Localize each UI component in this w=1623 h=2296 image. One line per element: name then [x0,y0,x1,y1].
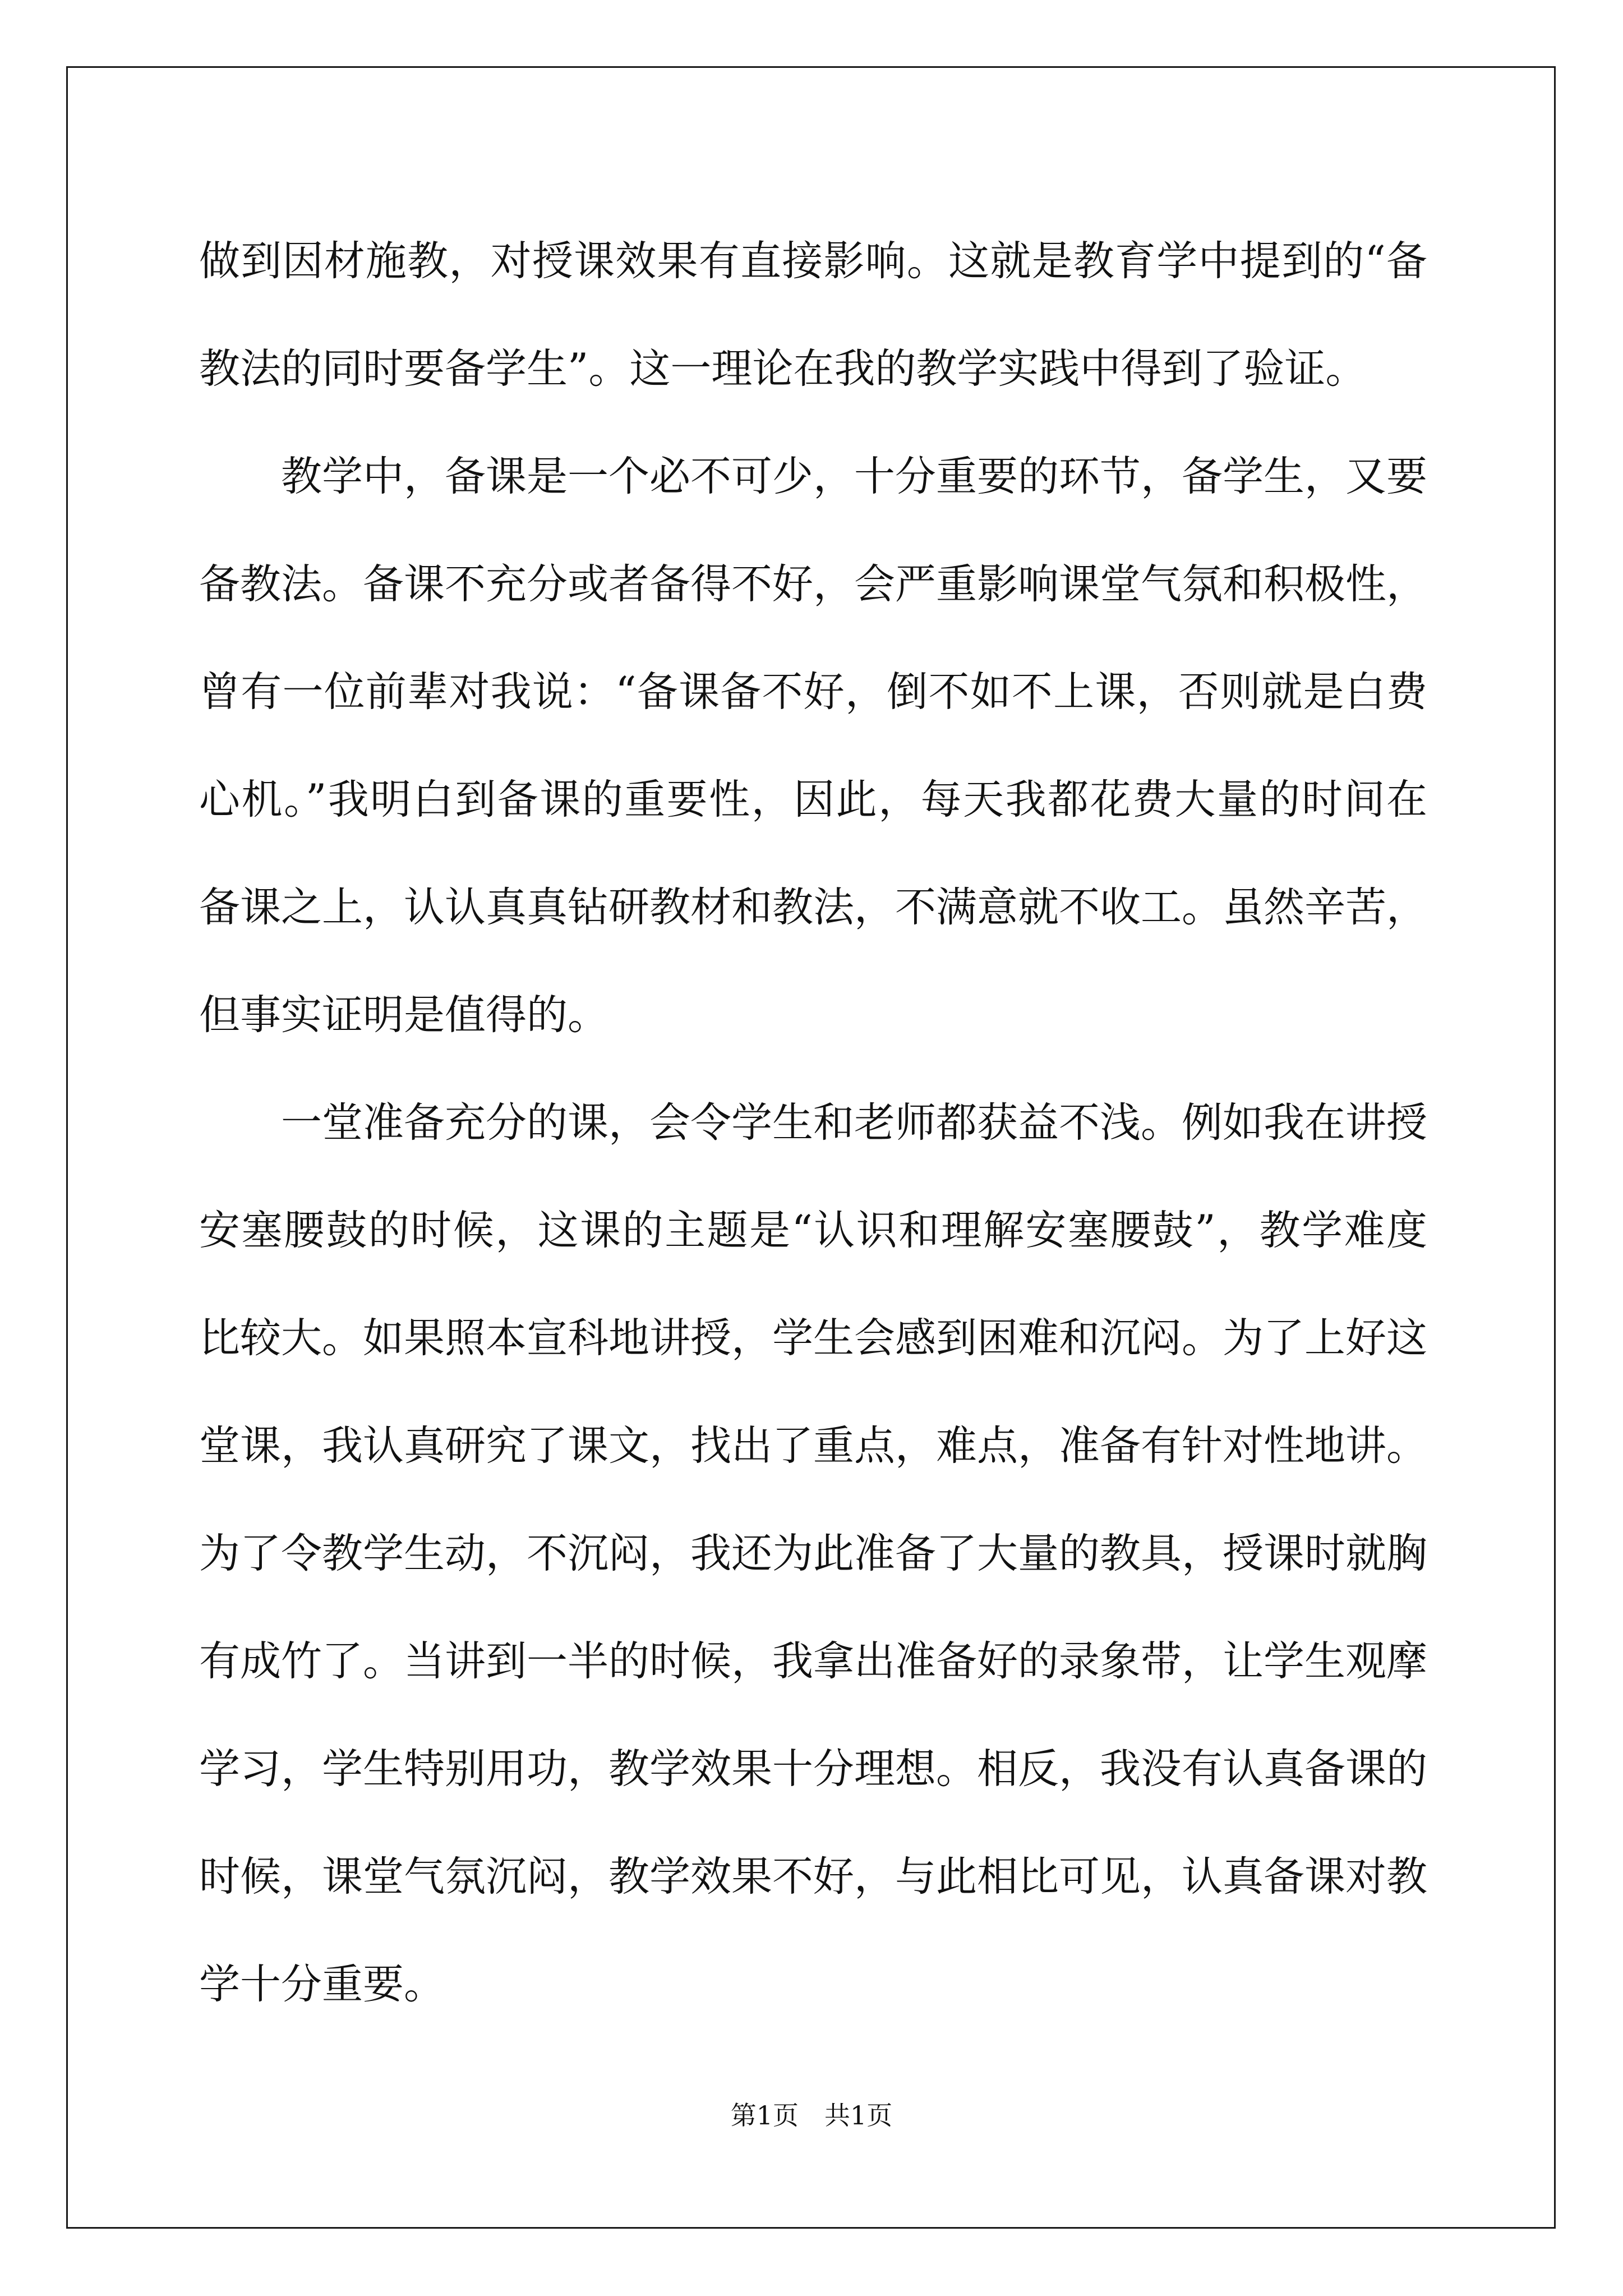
paragraph-2: 教学中，备课是一个必不可少，十分重要的环节，备学生，又要备教法。备课不充分或者备得不好，会严重影响课堂气氛和积极性，曾有一位前辈对我说：“备课备不好，倒不如不上课，否则就是白费心机。”我明白到备课的重要性，因此，每天我都花费大量的时间在备课之上，认认真真钻研教材和教法，不满意就不收工。虽然辛苦，但事实证明是值得的。 [199,453,1427,1039]
paragraph-1: 做到因材施教，对授课效果有直接影响。这就是教育学中提到的“备教法的同时要备学生”。这一理论在我的教学实践中得到了验证。 [199,237,1427,393]
document-body [199,208,1427,2039]
paragraph-3: 一堂准备充分的课，会令学生和老师都获益不浅。例如我在讲授安塞腰鼓的时候，这课的主题是“认识和理解安塞腰鼓”，教学难度比较大。如果照本宣科地讲授，学生会感到困难和沉闷。为了上好这堂课，我认真研究了课文，找出了重点，难点，准备有针对性地讲。为了令教学生动，不沉闷，我还为此准备了大量的教具，授课时就胸有成竹了。当讲到一半的时候，我拿出准备好的录象带，让学生观摩学习，学生特别用功，教学效果十分理想。相反，我没有认真备课的时候，课堂气氛沉闷，教学效果不好，与此相比可见，认真备课对教学十分重要。 [199,1099,1427,2008]
page-number-footer: 第1页 共1页 [730,2100,893,2131]
